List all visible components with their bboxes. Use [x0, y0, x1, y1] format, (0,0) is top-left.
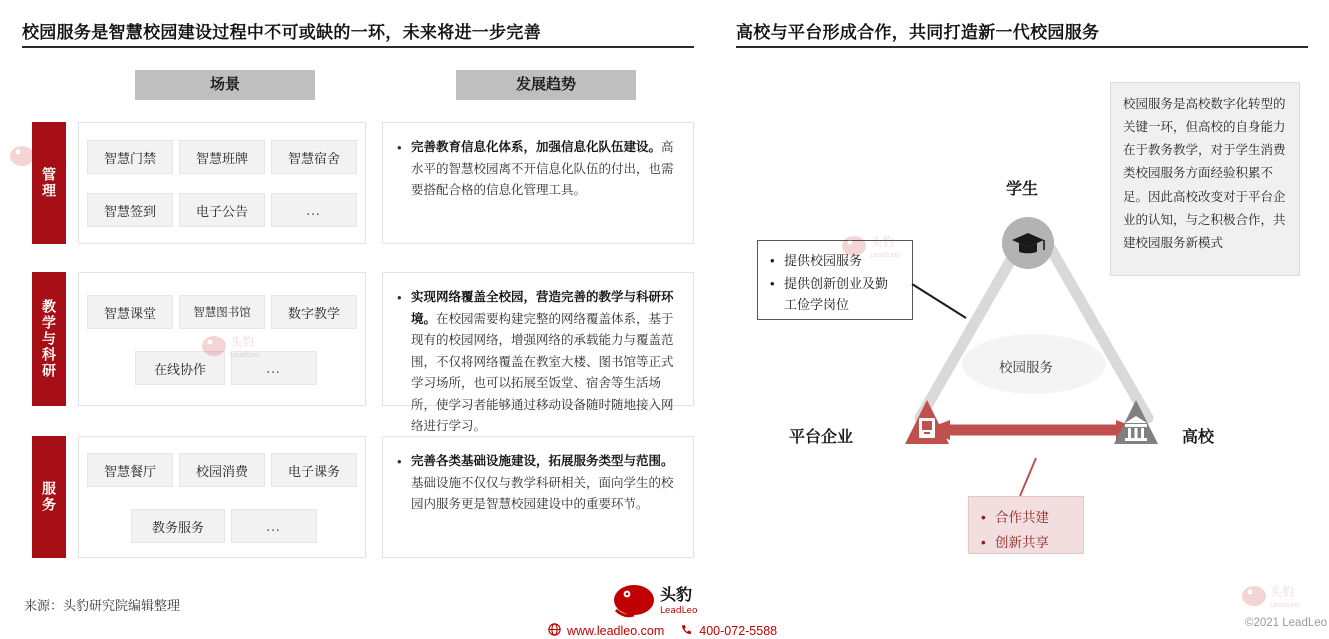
- column-header-trend: 发展趋势: [456, 70, 636, 100]
- bullet-icon: •: [981, 534, 986, 550]
- trend-lead-management: 完善教育信息化体系，加强信息化队伍建设。: [411, 140, 662, 154]
- source-note: 来源：头豹研究院编辑整理: [24, 598, 181, 613]
- trend-box-teaching-research: [382, 272, 694, 433]
- chip-service-1[interactable]: 校园消费: [179, 453, 265, 487]
- svg-text:LeadLeo: LeadLeo: [660, 606, 698, 616]
- bank-university-icon: [1112, 398, 1160, 446]
- node-label-campus-service: 校园服务: [999, 360, 1053, 375]
- trend-body-teaching-research: 在校园需要构建完整的网络覆盖体系，基于现有的校园网络，增强网络的承载能力与覆盖范围，不仅将网络覆盖在教室大楼、图书馆等正式学习场所，也可以拓展至饭堂、宿舍等生活场所，使学习者能够通过移动设备随时随地接入网络进行学习。: [411, 311, 674, 433]
- left-title-divider: [22, 46, 694, 48]
- watermark-logo: [1240, 580, 1310, 619]
- trend-lead-teaching-research: 实现网络覆盖全校园，营造完善的教学与科研环境。: [411, 290, 674, 326]
- chip-management-0[interactable]: 智慧门禁: [87, 140, 173, 174]
- right-title-divider: [736, 46, 1308, 48]
- phone-icon: [680, 623, 693, 639]
- trend-body-service: 基础设施不仅仅与教学科研相关，面向学生的校园内服务更是智慧校园建设中的重要环节。: [411, 475, 674, 511]
- svg-text:头豹: 头豹: [1270, 585, 1295, 599]
- trend-lead-service: 完善各类基础设施建设，拓展服务类型与范围。: [411, 454, 674, 468]
- row-label-service-text: 服务: [41, 481, 58, 513]
- footer-phone: 400-072-5588: [699, 624, 778, 638]
- trend-body-management: 高水平的智慧校园离不开信息化队伍的付出，也需要搭配合格的信息化管理工具。: [411, 140, 674, 197]
- chip-service-2[interactable]: 电子课务: [271, 453, 357, 487]
- callout-item-1: [770, 274, 900, 316]
- red-item-1: [981, 532, 1071, 555]
- callout-box-services: [757, 240, 913, 320]
- node-label-student: 学生: [1006, 181, 1039, 198]
- insight-note-text: 校园服务是高校数字化转型的关键一环，但高校的自身能力在于教务教学，对于学生消费类校园服务方面经验积累不足。因此高校改变对于平台企业的认知，与之积极合作，共建校园服务新模式: [1123, 97, 1286, 250]
- footer-contact: [548, 623, 777, 639]
- row-label-teaching-research-text: 教学与科研: [41, 299, 58, 379]
- leadleo-logo-icon: [608, 580, 728, 622]
- platform-node-icon: [903, 398, 951, 446]
- trend-item-teaching-research: [397, 287, 677, 438]
- chip-teaching-0[interactable]: 智慧课堂: [87, 295, 173, 329]
- callout-item-0: [770, 251, 900, 272]
- node-label-platform: 平台企业: [789, 429, 854, 446]
- chip-service-4[interactable]: …: [231, 509, 317, 543]
- university-node-icon: [1112, 398, 1160, 446]
- scene-box-management: [78, 122, 366, 244]
- globe-icon: [548, 623, 561, 639]
- chip-management-4[interactable]: 电子公告: [179, 193, 265, 227]
- trend-item-management: [397, 137, 677, 202]
- row-label-service: [32, 436, 66, 558]
- watermark-leadleo-icon: [1240, 580, 1310, 614]
- red-item-1-text: 创新共享: [995, 534, 1049, 550]
- bullet-icon: •: [397, 290, 402, 305]
- row-label-management-text: 管理: [41, 167, 58, 199]
- chip-teaching-2[interactable]: 数字教学: [271, 295, 357, 329]
- student-node-icon: [1000, 215, 1056, 271]
- bullet-icon: •: [397, 140, 402, 155]
- insight-note-box: [1110, 82, 1300, 276]
- trend-item-service: [397, 451, 677, 516]
- right-panel-title: 高校与平台形成合作，共同打造新一代校园服务: [736, 23, 1100, 42]
- chip-management-1[interactable]: 智慧班牌: [179, 140, 265, 174]
- cooperation-red-box: [968, 496, 1084, 554]
- bullet-icon: •: [770, 253, 775, 268]
- footer-website[interactable]: www.leadleo.com: [567, 624, 665, 638]
- trend-box-service: [382, 436, 694, 558]
- building-platform-icon: [903, 398, 951, 446]
- row-label-management: [32, 122, 66, 244]
- node-label-university: 高校: [1182, 429, 1215, 446]
- scene-box-service: [78, 436, 366, 558]
- callout-item-0-text: 提供校园服务: [784, 253, 863, 268]
- callout-connector-line: [910, 280, 990, 330]
- column-header-scene: 场景: [135, 70, 315, 100]
- bullet-icon: •: [770, 275, 775, 291]
- chip-teaching-3[interactable]: 在线协作: [135, 351, 225, 385]
- redbox-connector-line: [1010, 456, 1050, 500]
- left-panel-title: 校园服务是智慧校园建设过程中不可或缺的一环，未来将进一步完善: [22, 23, 541, 42]
- chip-teaching-1[interactable]: 智慧图书馆: [179, 295, 265, 329]
- chip-management-3[interactable]: 智慧签到: [87, 193, 173, 227]
- bullet-icon: •: [397, 454, 402, 469]
- graduation-cap-icon: [1000, 215, 1056, 271]
- red-item-0: [981, 507, 1071, 530]
- scene-box-teaching-research: [78, 272, 366, 406]
- row-label-teaching-research: [32, 272, 66, 406]
- svg-text:头豹: 头豹: [660, 585, 693, 604]
- bullet-icon: •: [981, 510, 986, 525]
- footer-copyright: ©2021 LeadLeo: [1245, 617, 1328, 629]
- chip-management-5[interactable]: …: [271, 193, 357, 227]
- chip-service-0[interactable]: 智慧餐厅: [87, 453, 173, 487]
- red-item-0-text: 合作共建: [995, 510, 1049, 525]
- footer-logo: [608, 580, 728, 627]
- trend-box-management: [382, 122, 694, 244]
- chip-teaching-4[interactable]: …: [231, 351, 317, 385]
- chip-management-2[interactable]: 智慧宿舍: [271, 140, 357, 174]
- callout-item-1-text: 提供创新创业及勤工俭学岗位: [784, 275, 889, 312]
- chip-service-3[interactable]: 教务服务: [131, 509, 225, 543]
- svg-text:LeadLeo: LeadLeo: [1270, 601, 1300, 609]
